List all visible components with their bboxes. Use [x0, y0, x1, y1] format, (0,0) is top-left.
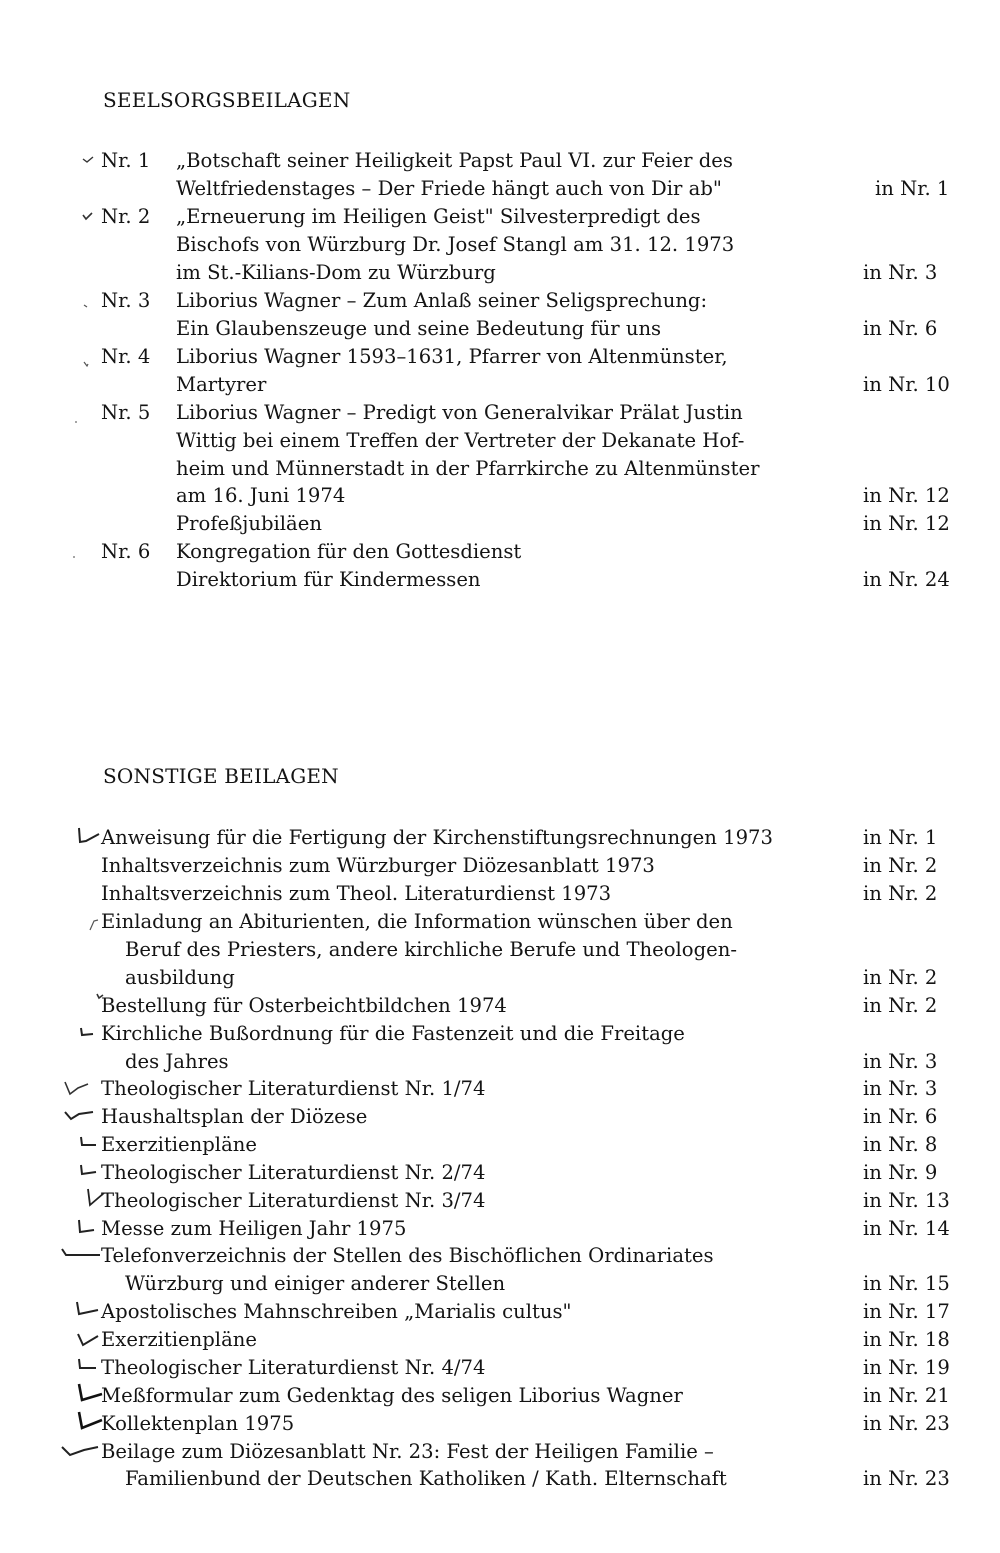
handwritten-check-icon [76, 1330, 102, 1348]
item-title: Kirchliche Bußordnung für die Fastenzeit und die Freitage [101, 1022, 685, 1045]
list-item [0, 1159, 1000, 1187]
item-title: im St.-Kilians-Dom zu Würzburg [176, 261, 496, 284]
item-number: Nr. 6 [101, 540, 151, 563]
list-item [0, 880, 1000, 908]
item-reference: in Nr. 2 [863, 854, 938, 877]
item-title: Apostolisches Mahnschreiben „Marialis cultus" [101, 1300, 572, 1323]
item-reference: in Nr. 2 [863, 882, 938, 905]
list-item [0, 231, 1000, 259]
item-title: heim und Münnerstadt in der Pfarrkirche zu Altenmünster [176, 457, 760, 480]
list-item [0, 315, 1000, 343]
item-title: des Jahres [125, 1050, 229, 1073]
item-number: Nr. 5 [101, 401, 151, 424]
list-item [0, 1187, 1000, 1215]
item-title: Weltfriedenstages – Der Friede hängt auch von Dir ab" [176, 177, 722, 200]
handwritten-check-icon [78, 1135, 100, 1151]
list-item [0, 992, 1000, 1020]
handwritten-check-icon [82, 155, 94, 165]
item-title: Liborius Wagner 1593–1631, Pfarrer von Altenmünster, [176, 345, 728, 368]
list-item [0, 1270, 1000, 1298]
item-reference: in Nr. 14 [863, 1217, 950, 1240]
item-reference: in Nr. 19 [863, 1356, 950, 1379]
item-reference: in Nr. 2 [863, 994, 938, 1017]
item-title: Theologischer Literaturdienst Nr. 1/74 [101, 1077, 486, 1100]
list-item [0, 203, 1000, 231]
item-reference: in Nr. 1 [875, 177, 950, 200]
list-item [0, 566, 1000, 594]
item-title: am 16. Juni 1974 [176, 484, 346, 507]
item-title: Bischofs von Würzburg Dr. Josef Stangl am 31. 12. 1973 [176, 233, 735, 256]
list-item [0, 824, 1000, 852]
list-item [0, 1075, 1000, 1103]
list-item [0, 964, 1000, 992]
list-item [0, 852, 1000, 880]
section-heading-sonstige-beilagen: SONSTIGE BEILAGEN [103, 764, 339, 788]
item-number: Nr. 1 [101, 149, 151, 172]
list-item [0, 1298, 1000, 1326]
handwritten-check-icon [76, 826, 102, 848]
item-reference: in Nr. 15 [863, 1272, 950, 1295]
list-item [0, 371, 1000, 399]
item-title: Anweisung für die Fertigung der Kirchenstiftungsrechnungen 1973 [101, 826, 773, 849]
item-title: Würzburg und einiger anderer Stellen [125, 1272, 506, 1295]
item-number: Nr. 3 [101, 289, 151, 312]
handwritten-check-icon [88, 918, 100, 934]
item-reference: in Nr. 6 [863, 317, 938, 340]
list-item [0, 1131, 1000, 1159]
list-item [0, 343, 1000, 371]
handwritten-check-icon [84, 1187, 108, 1209]
item-reference: in Nr. 10 [863, 373, 950, 396]
item-title: Kongregation für den Gottesdienst [176, 540, 522, 563]
list-item [0, 1326, 1000, 1354]
handwritten-check-icon [82, 211, 94, 221]
handwritten-check-icon [82, 300, 94, 310]
item-title: Theologischer Literaturdienst Nr. 3/74 [101, 1189, 486, 1212]
item-title: Profeßjubiläen [176, 512, 322, 535]
item-reference: in Nr. 9 [863, 1161, 938, 1184]
item-reference: in Nr. 17 [863, 1300, 950, 1323]
item-title: Exerzitienpläne [101, 1328, 257, 1351]
handwritten-check-icon [60, 1247, 102, 1261]
list-item [0, 1438, 1000, 1466]
item-reference: in Nr. 8 [863, 1133, 938, 1156]
item-number: Nr. 2 [101, 205, 151, 228]
item-title: Wittig bei einem Treffen der Vertreter der Dekanate Hof- [176, 429, 745, 452]
item-title: Kollektenplan 1975 [101, 1412, 295, 1435]
handwritten-check-icon [76, 1382, 106, 1406]
list-item [0, 455, 1000, 483]
list-item [0, 1242, 1000, 1270]
list-item [0, 427, 1000, 455]
item-reference: in Nr. 12 [863, 484, 950, 507]
handwritten-check-icon [62, 1080, 98, 1098]
list-item [0, 1354, 1000, 1382]
list-item [0, 259, 1000, 287]
item-title: Familienbund der Deutschen Katholiken / Kath. Elternschaft [125, 1467, 727, 1490]
item-reference: in Nr. 23 [863, 1412, 950, 1435]
list-item [0, 1215, 1000, 1243]
item-reference: in Nr. 3 [863, 261, 938, 284]
list-item [0, 936, 1000, 964]
item-reference: in Nr. 13 [863, 1189, 950, 1212]
item-title: Ein Glaubenszeuge und seine Bedeutung für uns [176, 317, 662, 340]
list-item [0, 1048, 1000, 1076]
list-item [0, 175, 1000, 203]
list-item [0, 538, 1000, 566]
list-item [0, 1103, 1000, 1131]
item-reference: in Nr. 3 [863, 1050, 938, 1073]
handwritten-check-icon [63, 1108, 97, 1124]
handwritten-check-icon [78, 1026, 96, 1040]
item-title: Bestellung für Osterbeichtbildchen 1974 [101, 994, 507, 1017]
item-title: Meßformular zum Gedenktag des seligen Liborius Wagner [101, 1384, 683, 1407]
list-item [0, 482, 1000, 510]
item-reference: in Nr. 2 [863, 966, 938, 989]
handwritten-check-icon [76, 1357, 100, 1373]
item-reference: in Nr. 21 [863, 1384, 950, 1407]
list-item [0, 147, 1000, 175]
item-title: Theologischer Literaturdienst Nr. 4/74 [101, 1356, 486, 1379]
list-item [0, 399, 1000, 427]
handwritten-check-icon [76, 1218, 98, 1236]
item-reference: in Nr. 12 [863, 512, 950, 535]
item-title: Liborius Wagner – Predigt von Generalvikar Prälat Justin [176, 401, 743, 424]
item-title: Direktorium für Kindermessen [176, 568, 481, 591]
handwritten-check-icon [72, 418, 80, 426]
item-title: Inhaltsverzeichnis zum Würzburger Diözesanblatt 1973 [101, 854, 655, 877]
section-heading-seelsorgsbeilagen: SEELSORGSBEILAGEN [103, 88, 351, 112]
item-title: Liborius Wagner – Zum Anlaß seiner Seligsprechung: [176, 289, 708, 312]
item-title: ausbildung [125, 966, 235, 989]
item-reference: in Nr. 1 [863, 826, 938, 849]
item-reference: in Nr. 18 [863, 1328, 950, 1351]
item-reference: in Nr. 6 [863, 1105, 938, 1128]
item-title: Exerzitienpläne [101, 1133, 257, 1156]
item-title: Telefonverzeichnis der Stellen des Bischöflichen Ordinariates [101, 1244, 714, 1267]
item-title: Einladung an Abiturienten, die Information wünschen über den [101, 910, 733, 933]
handwritten-check-icon [76, 1410, 106, 1434]
handwritten-check-icon [60, 1441, 102, 1459]
handwritten-check-icon [95, 992, 105, 1002]
list-item [0, 1410, 1000, 1438]
list-item [0, 1020, 1000, 1048]
item-number: Nr. 4 [101, 345, 151, 368]
item-reference: in Nr. 23 [863, 1467, 950, 1490]
handwritten-check-icon [82, 356, 94, 368]
item-title: Haushaltsplan der Diözese [101, 1105, 368, 1128]
list-item [0, 510, 1000, 538]
list-item [0, 1382, 1000, 1410]
item-title: Martyrer [176, 373, 267, 396]
handwritten-check-icon [78, 1163, 100, 1179]
item-title: Inhaltsverzeichnis zum Theol. Literaturdienst 1973 [101, 882, 612, 905]
item-title: Theologischer Literaturdienst Nr. 2/74 [101, 1161, 486, 1184]
item-title: Beruf des Priesters, andere kirchliche Berufe und Theologen- [125, 938, 737, 961]
list-item [0, 287, 1000, 315]
item-title: „Erneuerung im Heiligen Geist" Silvesterpredigt des [176, 205, 701, 228]
item-reference: in Nr. 24 [863, 568, 950, 591]
handwritten-check-icon [74, 1300, 102, 1318]
item-title: Beilage zum Diözesanblatt Nr. 23: Fest der Heiligen Familie – [101, 1440, 714, 1463]
item-title: „Botschaft seiner Heiligkeit Papst Paul VI. zur Feier des [176, 149, 733, 172]
item-reference: in Nr. 3 [863, 1077, 938, 1100]
list-item [0, 908, 1000, 936]
list-item [0, 1465, 1000, 1493]
item-title: Messe zum Heiligen Jahr 1975 [101, 1217, 407, 1240]
handwritten-check-icon [70, 553, 78, 561]
